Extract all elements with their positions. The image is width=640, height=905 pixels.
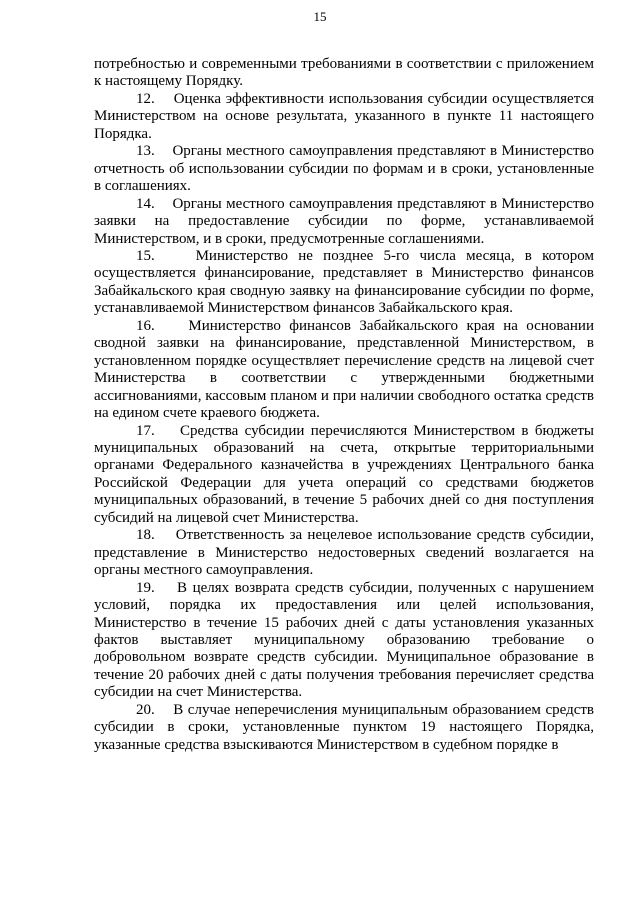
paragraph-18: 18. Ответственность за нецелевое использование средств субсидии, представление в Министерство недостоверных сведений возлагается на органы местного самоуправления.	[94, 527, 594, 579]
paragraph-19: 19. В целях возврата средств субсидии, полученных с нарушением условий, порядка их предоставления или целей использования, Министерство в течение 15 рабочих дней с даты установления указанных фактов выставляет муниципальному образованию требование о добровольном возврате средств субсидии. Муниципальное образование в течение 20 рабочих дней с даты получения требования перечисляет средства субсидии на счет Министерства.	[94, 579, 594, 701]
paragraph-16: 16. Министерство финансов Забайкальского края на основании сводной заявки на финансирование, представленной Министерством, в установленном порядке осуществляет перечисление средств на лицевой счет Министерства в соответствии с утвержденными бюджетными ассигнованиями, кассовым планом и при наличии свободного остатка средств на едином счете краевого бюджета.	[94, 317, 594, 422]
paragraph-13: 13. Органы местного самоуправления представляют в Министерство отчетность об использовании субсидии по формам и в сроки, установленные в соглашениях.	[94, 143, 594, 195]
paragraph-20: 20. В случае неперечисления муниципальным образованием средств субсидии в сроки, установленные пунктом 19 настоящего Порядка, указанные средства взыскиваются Министерством в судебном порядке в	[94, 701, 594, 753]
document-body	[94, 56, 594, 754]
paragraph-14: 14. Органы местного самоуправления представляют в Министерство заявки на предоставление субсидии по форме, устанавливаемой Министерством, и в сроки, предусмотренные соглашениями.	[94, 195, 594, 247]
paragraph-12: 12. Оценка эффективности использования субсидии осуществляется Министерством на основе результата, указанного в пункте 11 настоящего Порядка.	[94, 90, 594, 142]
page-number: 15	[313, 9, 327, 24]
paragraph-17: 17. Средства субсидии перечисляются Министерством в бюджеты муниципальных образований на счета, открытые территориальными органами Федерального казначейства в учреждениях Центрального банка Российской Федерации для учета операций со средствами бюджетов муниципальных образований, в течение 5 рабочих дней со дня поступления субсидий на лицевой счет Министерства.	[94, 422, 594, 526]
paragraph-15: 15. Министерство не позднее 5-го числа месяца, в котором осуществляется финансирование, представляет в Министерство финансов Забайкальского края сводную заявку на финансирование субсидии по форме, устанавливаемой Министерством финансов Забайкальского края.	[94, 247, 594, 317]
paragraph-continuation: потребностью и современными требованиями в соответствии с приложением к настоящему Порядку.	[94, 56, 594, 90]
